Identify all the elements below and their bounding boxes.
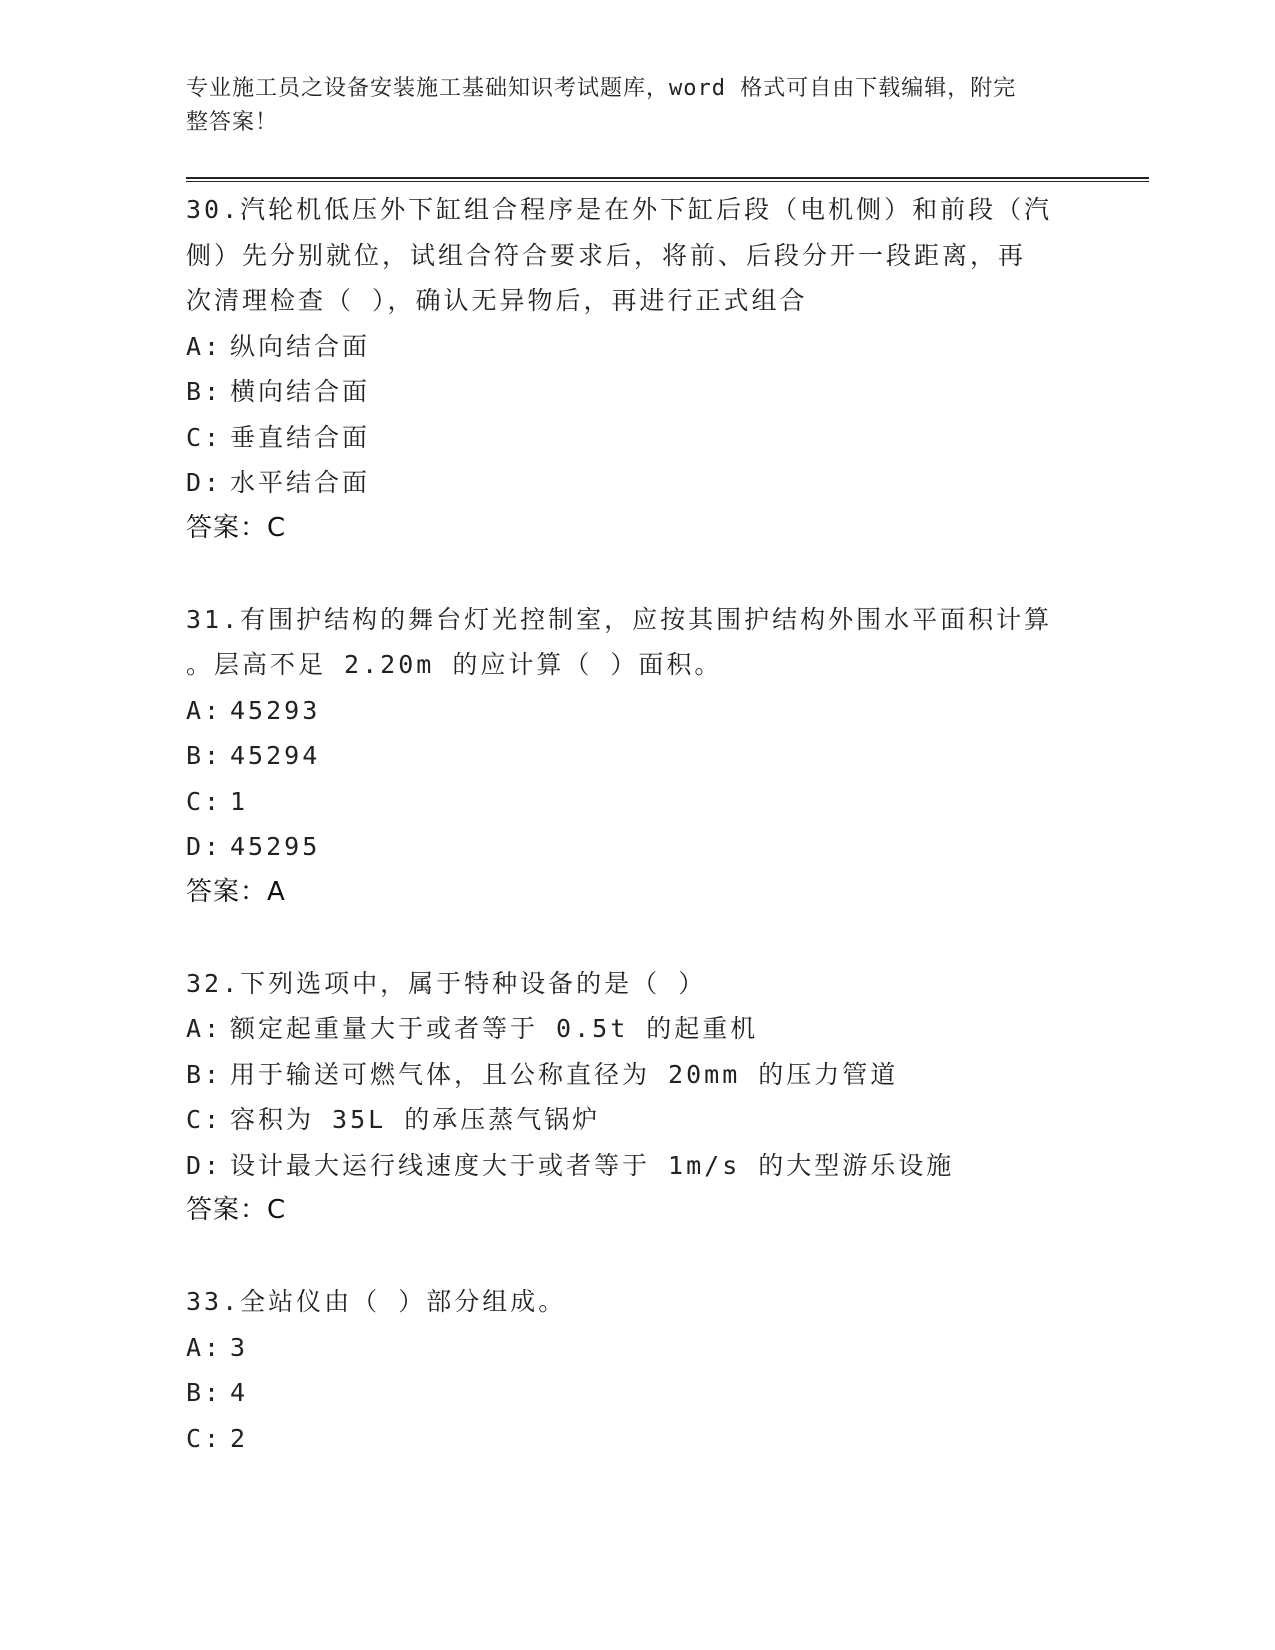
option-text: 垂直结合面 bbox=[230, 422, 371, 452]
option-text: 4 bbox=[230, 1378, 249, 1407]
option-text: 1 bbox=[230, 786, 249, 816]
option-letter: A: bbox=[186, 695, 223, 725]
option-letter: D: bbox=[186, 832, 223, 861]
option-text: 设计最大运行线速度大于或者等于 1m/s 的大型游乐设施 bbox=[230, 1150, 955, 1180]
option-b bbox=[186, 1052, 1086, 1098]
option-d bbox=[186, 1143, 1086, 1189]
question-gap bbox=[186, 1234, 1086, 1280]
option-text: 纵向结合面 bbox=[230, 331, 371, 361]
question-gap bbox=[186, 551, 1086, 597]
option-text: 45294 bbox=[230, 741, 321, 770]
option-a bbox=[186, 688, 1086, 734]
option-b bbox=[186, 1370, 1086, 1416]
option-text: 额定起重量大于或者等于 0.5t 的起重机 bbox=[230, 1014, 759, 1043]
option-a bbox=[186, 1325, 1086, 1371]
question-stem bbox=[186, 597, 1086, 688]
option-c bbox=[186, 1416, 1086, 1462]
option-letter: B: bbox=[186, 377, 223, 406]
question-33 bbox=[186, 1279, 1086, 1461]
option-text: 横向结合面 bbox=[230, 377, 371, 406]
answer: 答案：C bbox=[186, 512, 287, 543]
option-text: 3 bbox=[230, 1332, 249, 1362]
header-line-1: 专业施工员之设备安装施工基础知识考试题库，word 格式可自由下载编辑，附完 bbox=[186, 76, 1017, 101]
option-letter: B: bbox=[186, 741, 223, 770]
document-header bbox=[186, 72, 1066, 140]
stem-line: 33.全站仪由（ ）部分组成。 bbox=[186, 1287, 567, 1316]
question-31 bbox=[186, 597, 1086, 916]
option-letter: C: bbox=[186, 1423, 223, 1453]
option-c bbox=[186, 415, 1086, 461]
option-text: 水平结合面 bbox=[230, 468, 371, 497]
stem-line: 32.下列选项中，属于特种设备的是（ ） bbox=[186, 968, 707, 998]
stem-line: 31.有围护结构的舞台灯光控制室，应按其围护结构外围水平面积计算 bbox=[186, 604, 1053, 634]
stem-line: 。层高不足 2.20m 的应计算（ ）面积。 bbox=[186, 650, 723, 679]
stem-line: 侧）先分别就位，试组合符合要求后，将前、后段分开一段距离，再 bbox=[186, 240, 1027, 270]
header-line-2: 整答案！ bbox=[186, 110, 279, 135]
question-stem bbox=[186, 187, 1086, 324]
answer: 答案：A bbox=[186, 876, 286, 907]
option-letter: C: bbox=[186, 422, 223, 452]
option-letter: A: bbox=[186, 331, 223, 361]
question-list bbox=[186, 187, 1086, 1461]
option-text: 45295 bbox=[230, 832, 321, 861]
option-letter: D: bbox=[186, 468, 223, 497]
option-a bbox=[186, 324, 1086, 370]
option-text: 2 bbox=[230, 1423, 249, 1453]
option-d bbox=[186, 460, 1086, 506]
option-text: 用于输送可燃气体，且公称直径为 20mm 的压力管道 bbox=[230, 1059, 899, 1089]
question-32 bbox=[186, 961, 1086, 1234]
option-letter: A: bbox=[186, 1332, 223, 1362]
option-a bbox=[186, 1006, 1086, 1052]
option-text: 容积为 35L 的承压蒸气锅炉 bbox=[230, 1105, 601, 1134]
question-30 bbox=[186, 187, 1086, 551]
option-letter: B: bbox=[186, 1059, 223, 1089]
option-c bbox=[186, 779, 1086, 825]
option-letter: C: bbox=[186, 786, 223, 816]
option-text: 45293 bbox=[230, 695, 321, 725]
header-divider bbox=[186, 177, 1149, 182]
stem-line: 30.汽轮机低压外下缸组合程序是在外下缸后段（电机侧）和前段（汽 bbox=[186, 195, 1053, 224]
question-gap bbox=[186, 915, 1086, 961]
option-b bbox=[186, 733, 1086, 779]
option-letter: A: bbox=[186, 1014, 223, 1043]
option-letter: D: bbox=[186, 1150, 223, 1180]
option-d bbox=[186, 824, 1086, 870]
option-letter: C: bbox=[186, 1105, 223, 1134]
answer: 答案：C bbox=[186, 1195, 287, 1225]
option-letter: B: bbox=[186, 1378, 223, 1407]
question-stem bbox=[186, 1279, 1086, 1325]
option-c bbox=[186, 1097, 1086, 1143]
stem-line: 次清理检查（ ），确认无异物后，再进行正式组合 bbox=[186, 286, 808, 315]
question-stem bbox=[186, 961, 1086, 1007]
option-b bbox=[186, 369, 1086, 415]
